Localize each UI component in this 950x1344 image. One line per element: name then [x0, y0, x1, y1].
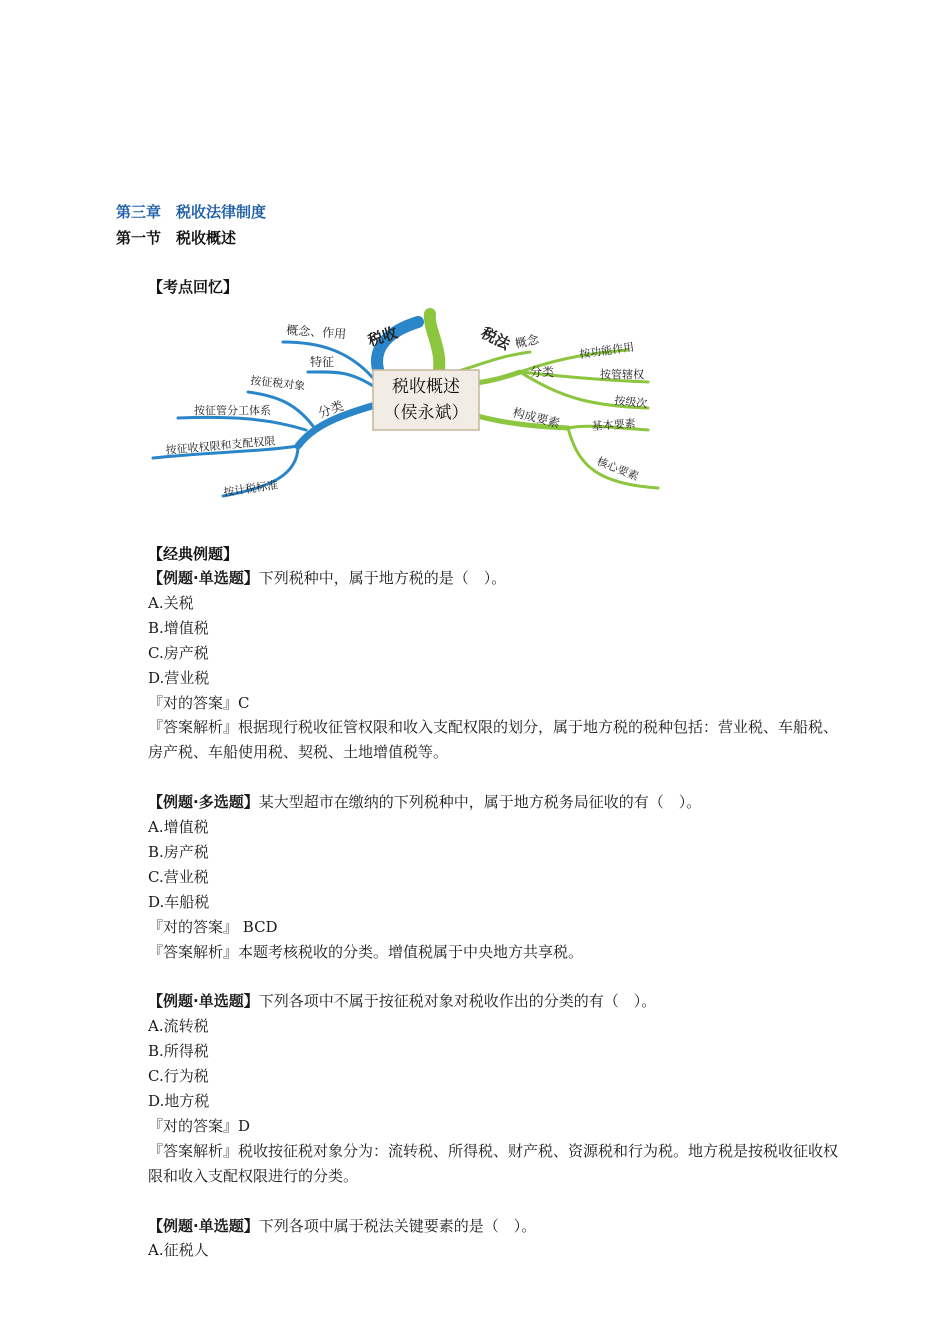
- question-type-label: 【例题·单选题】: [148, 569, 259, 587]
- mindmap-label-basic: 基本要素: [591, 416, 637, 433]
- question-2-analysis: 『答案解析』本题考核税收的分类。增值税属于中央地方共享税。: [148, 942, 584, 961]
- question-type-label: 【例题·单选题】: [148, 1216, 259, 1235]
- question-2-answer: 『对的答案』 BCD: [148, 917, 278, 936]
- mindmap-branch-feature: [308, 372, 373, 386]
- question-3-option-b: B.所得税: [148, 1042, 209, 1061]
- mind-map: [148, 306, 668, 510]
- mindmap-label-by-management: 按征管分工体系: [194, 404, 271, 417]
- mindmap-label-by-object: 按征税对象: [249, 374, 306, 393]
- question-text: 某大型超市在缴纳的下列税种中，属于地方税务局征收的有（ ）。: [258, 793, 702, 812]
- recall-heading: 【考点回忆】: [148, 278, 239, 296]
- mindmap-label-shuifa: 税法: [478, 323, 514, 354]
- mindmap-label-elements: 构成要素: [511, 405, 562, 431]
- question-2-option-b: B.房产税: [148, 842, 209, 861]
- mindmap-branch-core: [568, 428, 658, 488]
- question-3-option-c: C.行为税: [148, 1067, 209, 1086]
- examples-heading: 【经典例题】: [148, 545, 239, 563]
- question-1-analysis: 『答案解析』根据现行税收征管权限和收入支配权限的划分，属于地方税的税种包括：营业税、车船税、房产税、车船使用税、契税、土地增值税等。: [148, 718, 839, 762]
- mindmap-label-shuishou: 税收: [365, 323, 400, 350]
- mindmap-label-by-level: 按级次: [613, 394, 648, 411]
- question-3-stem: [148, 989, 838, 1014]
- question-2-option-c: C.营业税: [148, 867, 209, 886]
- question-type-label: 【例题·多选题】: [148, 793, 259, 812]
- mindmap-label-concept-role: 概念、作用: [285, 323, 347, 342]
- question-text: 下列各项中属于税法关键要素的是（ ）。: [258, 1216, 537, 1235]
- question-1-option-a: A.关税: [148, 593, 194, 612]
- mindmap-center: [373, 370, 479, 430]
- mindmap-label-by-jurisdiction: 按管辖权: [600, 368, 644, 381]
- mindmap-center-subtitle: （侯永斌）: [383, 403, 469, 423]
- question-2-stem: [148, 790, 838, 815]
- mindmap-label-by-standard: 按计税标准: [222, 478, 279, 499]
- question-4-option-a: A.征税人: [148, 1241, 209, 1260]
- question-text: 下列税种中，属于地方税的是（ ）。: [258, 569, 507, 587]
- question-1-answer: 『对的答案』C: [148, 693, 250, 712]
- mindmap-label-by-authority: 按征收权限和支配权限: [165, 434, 276, 457]
- question-4-stem: [148, 1214, 838, 1239]
- mindmap-label-classify-right: 分类: [530, 365, 555, 379]
- mindmap-label-concept-right: 概念: [513, 332, 541, 351]
- question-text: 下列各项中不属于按征税对象对税收作出的分类的有（ ）。: [258, 992, 657, 1011]
- mindmap-label-by-function: 按功能作用: [578, 340, 635, 361]
- question-2-option-a: A.增值税: [148, 818, 209, 837]
- chapter-title: 第三章 税收法律制度: [116, 203, 267, 221]
- mindmap-branch-shuifa: [430, 314, 440, 376]
- question-1-option-d: D.营业税: [148, 668, 210, 687]
- mindmap-label-feature: 特征: [310, 355, 335, 369]
- question-2-option-d: D.车船税: [148, 892, 210, 911]
- question-3-analysis: 『答案解析』税收按征税对象分为：流转税、所得税、财产税、资源税和行为税。地方税是按税收征收权限和收入支配权限进行的分类。: [148, 1141, 839, 1185]
- mindmap-center-title: 税收概述: [392, 377, 460, 397]
- section-title: 第一节 税收概述: [116, 229, 237, 247]
- question-1-stem: [148, 566, 838, 591]
- question-3-answer: 『对的答案』D: [148, 1116, 251, 1135]
- question-3-option-d: D.地方税: [148, 1092, 210, 1110]
- question-1-option-c: C.房产税: [148, 643, 209, 662]
- question-type-label: 【例题·单选题】: [148, 992, 259, 1011]
- question-3-option-a: A.流转税: [148, 1017, 209, 1036]
- question-1-option-b: B.增值税: [148, 618, 209, 637]
- mindmap-branch-by-management: [178, 417, 306, 430]
- mindmap-label-classify-left: 分类: [316, 398, 346, 422]
- mindmap-label-core: 核心要素: [594, 454, 641, 484]
- examples-content: [148, 566, 838, 1263]
